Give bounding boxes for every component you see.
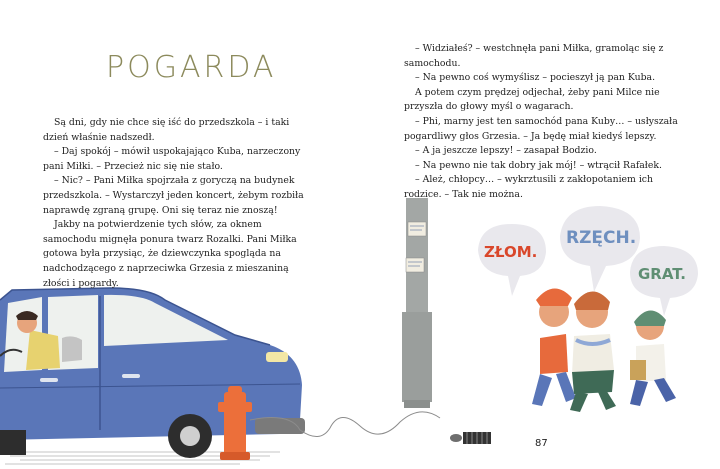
bubble-text-3: GRAT.	[638, 265, 686, 283]
bubble-text-2: RZĘCH.	[566, 228, 637, 248]
lamp-post	[402, 198, 432, 408]
paragraph: Jakby na potwierdzenie tych słów, za oknem samochodu mignęła ponura twarz Rozalki. Pani Miłka gotowa była przysiąc, że dziewczynka spogląda na nadchodzącego z naprzeciwka Grzesia z mieszaniną złości i pogardy.	[43, 219, 297, 289]
paragraph: – Ależ, chłopcy… – wykrztusili z zakłopotaniem ich rodzice. – Tak nie można.	[404, 174, 653, 200]
paragraph: – Na pewno nie tak dobry jak mój! – wtrącił Rafałek.	[415, 159, 662, 171]
paragraph: – A ja jeszcze lepszy! – zasapał Bodzio.	[415, 145, 597, 157]
car-illustration	[0, 288, 305, 458]
paragraph: Są dni, gdy nie chce się iść do przedszkola – i taki dzień właśnie nadszedł.	[43, 117, 290, 143]
left-column-text	[43, 116, 315, 291]
paragraph: A potem czym prędzej odjechał, żeby pani Milce nie przyszła do głowy myśl o wagarach.	[404, 86, 660, 113]
child-1	[532, 288, 576, 406]
child-2	[570, 291, 616, 412]
chapter-title: POGARDA	[106, 50, 277, 85]
paragraph: – Daj spokój – mówił uspokajająco Kuba, narzeczony pani Miłki. – Przecież nic się nie stało.	[43, 146, 301, 172]
paragraph: – Phi, marny jest ten samochód pana Kuby… – usłyszała pogardliwy głos Grzesia. – Ja będę miał kiedyś lepszy.	[404, 115, 678, 142]
bubble-text-1: ZŁOM.	[484, 243, 538, 261]
drain-grate	[450, 432, 491, 444]
right-column-text	[404, 42, 692, 203]
paragraph: – Na pewno coś wymyślisz – pocieszył ją pan Kuba.	[415, 72, 656, 84]
paragraph: – Widziałeś? – westchnęła pani Miłka, gramoląc się z samochodu.	[404, 43, 664, 69]
child-3	[630, 310, 676, 406]
speech-bubble-2	[560, 206, 640, 292]
page-number: 87	[535, 438, 548, 449]
paragraph: – Nic? – Pani Miłka spojrzała z goryczą na budynek przedszkola. – Wystarczył jeden koncert, żebym rozbiła naprawdę zgraną grupę. Oni się teraz nie znoszą!	[43, 175, 304, 216]
